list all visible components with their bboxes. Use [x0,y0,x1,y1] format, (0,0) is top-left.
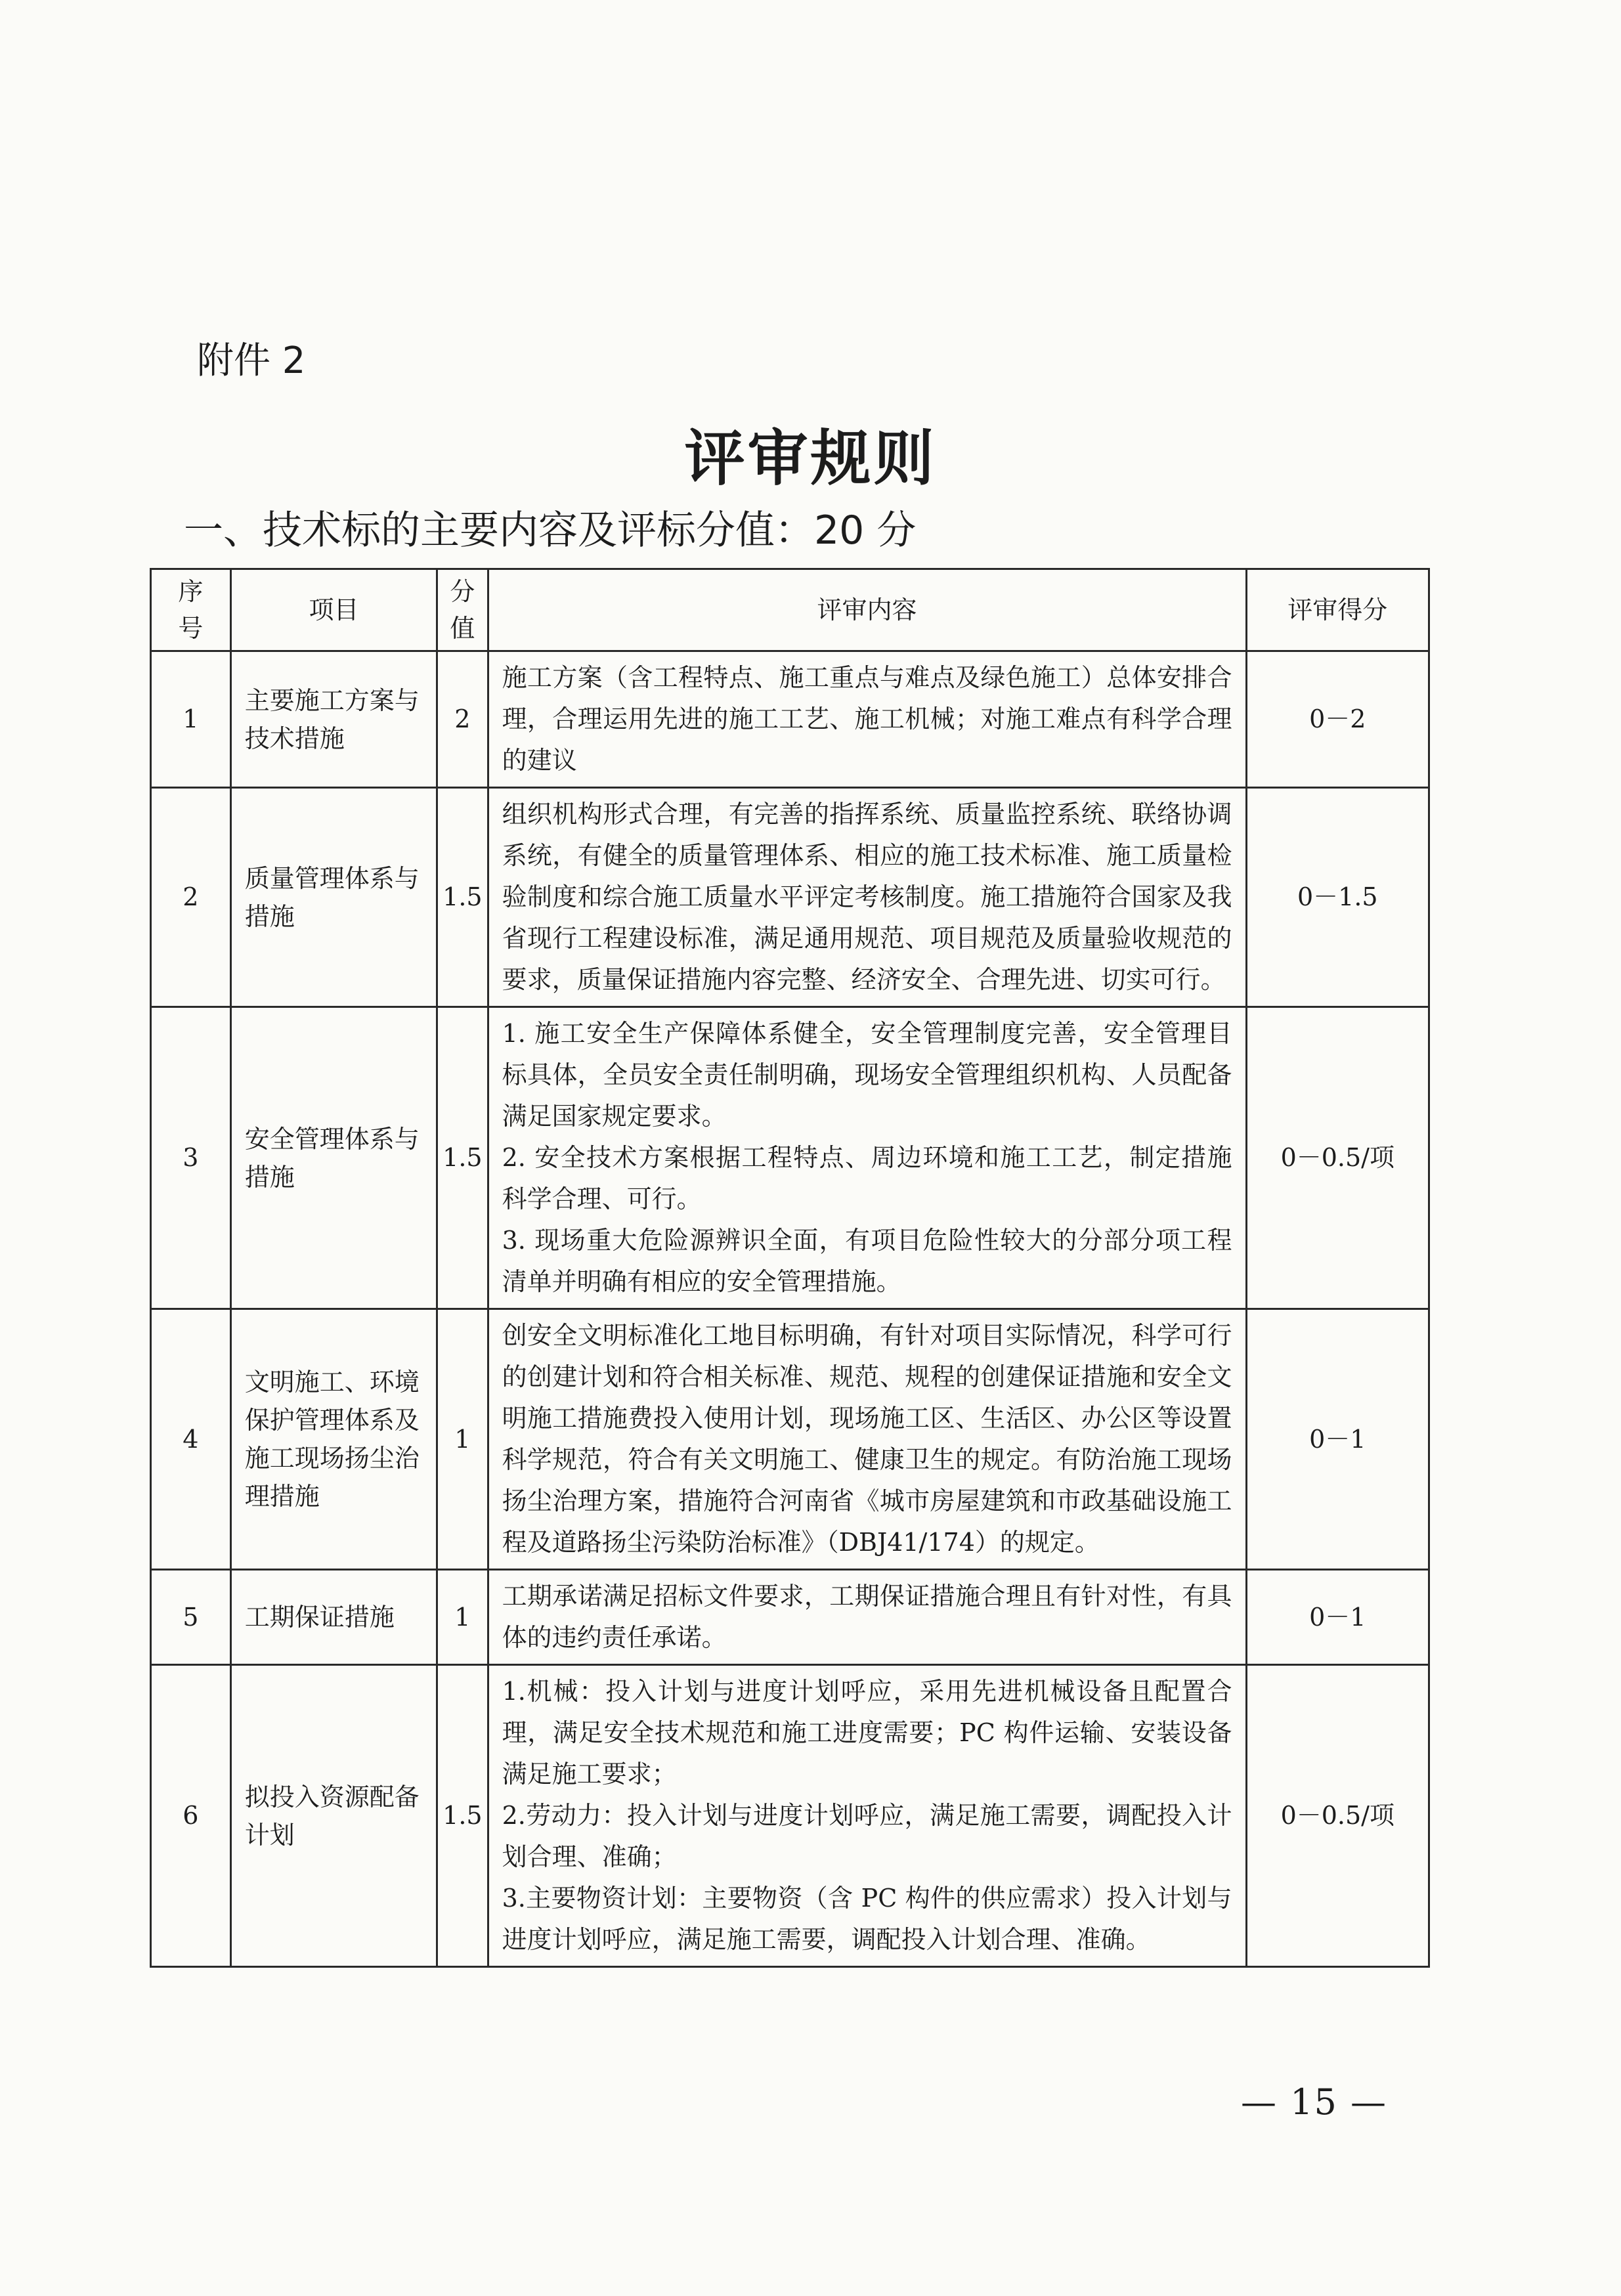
cell-seq: 1 [151,651,231,788]
section-heading: 一、技术标的主要内容及评标分值：20 分 [184,508,917,553]
page-title: 评审规则 [684,423,937,494]
cell-content [488,1570,1246,1665]
content-paragraph: 2.劳动力：投入计划与进度计划呼应，满足施工需要，调配投入计划合理、准确； [502,1801,1232,1871]
content-paragraph: 3.主要物资计划：主要物资（含 PC 构件的供应需求）投入计划与进度计划呼应，满足施工需要，调配投入计划合理、准确。 [502,1884,1232,1954]
content-paragraph: 创安全文明标准化工地目标明确，有针对项目实际情况，科学可行的创建计划和符合相关标准、规范、规程的创建保证措施和安全文明施工措施费投入使用计划，现场施工区、生活区、办公区等设置科学规范，符合有关文明施工、健康卫生的规定。有防治施工现场扬尘治理方案，措施符合河南省《城市房屋建筑和市政基础设施工程及道路扬尘污染防治标准》（DBJ41/174）的规定。 [502,1321,1232,1557]
cell-grade: 0－0.5/项 [1246,1665,1429,1967]
cell-score: 1 [437,1570,488,1665]
cell-seq: 2 [151,788,231,1007]
cell-content [488,1309,1246,1570]
table-row [151,1665,1429,1967]
cell-grade: 0－2 [1246,651,1429,788]
content-paragraph: 3. 现场重大危险源辨识全面，有项目危险性较大的分部分项工程清单并明确有相应的安全管理措施。 [502,1226,1232,1296]
cell-seq: 3 [151,1007,231,1309]
cell-item: 拟投入资源配备计划 [230,1665,437,1967]
content-paragraph: 组织机构形式合理，有完善的指挥系统、质量监控系统、联络协调系统，有健全的质量管理体系、相应的施工技术标准、施工质量检验制度和综合施工质量水平评定考核制度。施工措施符合国家及我省现行工程建设标准，满足通用规范、项目规范及质量验收规范的要求，质量保证措施内容完整、经济安全、合理先进、切实可行。 [502,800,1232,994]
cell-item: 安全管理体系与措施 [230,1007,437,1309]
table-row [151,788,1429,1007]
content-paragraph: 1. 施工安全生产保障体系健全，安全管理制度完善，安全管理目标具体，全员安全责任制明确，现场安全管理组织机构、人员配备满足国家规定要求。 [502,1019,1232,1131]
page-number: — 15 — [1241,2081,1388,2123]
cell-grade: 0－1 [1246,1570,1429,1665]
table-row [151,651,1429,788]
header-grade: 评审得分 [1246,569,1429,651]
cell-grade: 0－1.5 [1246,788,1429,1007]
cell-seq: 4 [151,1309,231,1570]
content-paragraph: 施工方案（含工程特点、施工重点与难点及绿色施工）总体安排合理，合理运用先进的施工工艺、施工机械；对施工难点有科学合理的建议 [502,663,1232,775]
cell-content [488,1665,1246,1967]
cell-score: 1.5 [437,788,488,1007]
header-seq: 序号 [151,569,231,651]
cell-score: 2 [437,651,488,788]
cell-item: 文明施工、环境保护管理体系及施工现场扬尘治理措施 [230,1309,437,1570]
cell-item: 质量管理体系与措施 [230,788,437,1007]
cell-score: 1 [437,1309,488,1570]
cell-grade: 0－1 [1246,1309,1429,1570]
attachment-label: 附件 2 [197,339,306,382]
table-row [151,1309,1429,1570]
cell-seq: 5 [151,1570,231,1665]
cell-grade: 0－0.5/项 [1246,1007,1429,1309]
cell-seq: 6 [151,1665,231,1967]
header-item: 项目 [230,569,437,651]
header-score: 分值 [437,569,488,651]
cell-score: 1.5 [437,1665,488,1967]
table-header-row [151,569,1429,651]
cell-item: 主要施工方案与技术措施 [230,651,437,788]
table-row [151,1570,1429,1665]
cell-content [488,651,1246,788]
table-row [151,1007,1429,1309]
cell-score: 1.5 [437,1007,488,1309]
review-rules-table [150,568,1430,1968]
cell-content [488,788,1246,1007]
content-paragraph: 工期承诺满足招标文件要求，工期保证措施合理且有针对性，有具体的违约责任承诺。 [502,1582,1232,1652]
header-content: 评审内容 [488,569,1246,651]
cell-item: 工期保证措施 [230,1570,437,1665]
cell-content [488,1007,1246,1309]
content-paragraph: 1.机械：投入计划与进度计划呼应，采用先进机械设备且配置合理，满足安全技术规范和施工进度需要；PC 构件运输、安装设备满足施工要求； [502,1677,1232,1788]
content-paragraph: 2. 安全技术方案根据工程特点、周边环境和施工工艺，制定措施科学合理、可行。 [502,1143,1232,1213]
